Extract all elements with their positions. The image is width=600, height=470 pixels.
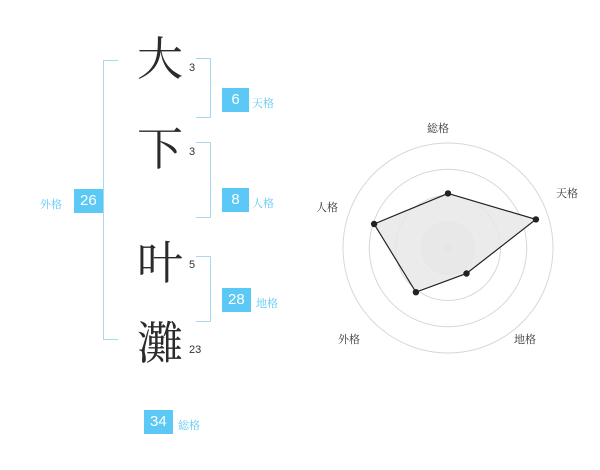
badge-jinkaku-label: 人格 [252,198,274,210]
badge-soukaku-label: 総格 [178,420,200,432]
radar-axis-label-jinkaku: 人格 [316,202,338,214]
stroke-count-3: 5 [189,259,196,271]
kanji-char-3: 叶 [137,236,183,290]
radar-axis-label-soukaku: 総格 [427,123,449,135]
badge-gaikaku-label: 外格 [40,199,62,211]
stroke-count-1: 3 [189,62,196,74]
radar-axis-label-tenkaku: 天格 [556,188,578,200]
stroke-count-2: 3 [189,146,196,158]
badge-tenkaku-label: 天格 [252,98,274,110]
bracket-gaikaku [103,60,118,340]
badge-jinkaku-value: 8 [222,188,249,212]
badge-tenkaku-value: 6 [222,88,249,112]
stroke-count-4: 23 [189,344,202,356]
badge-soukaku-value: 34 [144,410,173,434]
bracket-tenkaku [196,58,211,118]
bracket-chikaku [196,256,211,322]
badge-chikaku-value: 28 [222,288,251,312]
kanji-char-2: 下 [137,122,183,176]
radar-axis-label-chikaku: 地格 [514,334,536,346]
kanji-char-1: 大 [137,32,183,86]
radar-chart-svg [300,0,600,470]
badge-gaikaku-value: 26 [74,189,103,213]
radar-axis-label-gaikaku: 外格 [338,334,360,346]
badge-chikaku-label: 地格 [256,298,278,310]
bracket-jinkaku [196,142,211,218]
radar-chart [300,0,600,470]
kanji-char-4: 灘 [137,316,183,370]
